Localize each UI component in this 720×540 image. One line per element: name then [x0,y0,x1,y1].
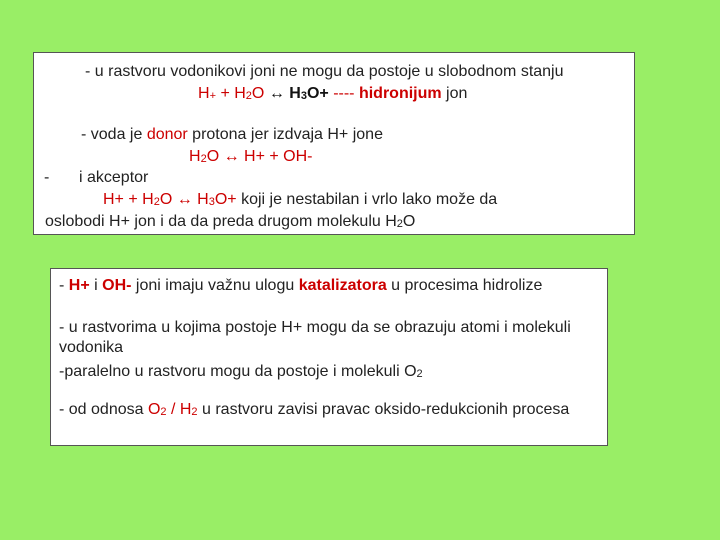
p3-sub: 2 [416,368,423,380]
eq1-tail: jon [441,85,468,102]
p4-o-sub: 2 [160,406,167,418]
eq1-dashes: ---- [328,85,359,102]
eq3-part3: O+ [214,191,237,208]
oh-minus-term: OH- [102,277,132,294]
top-text-box [33,52,635,235]
p4-o: O [147,401,161,418]
redox-paragraph [59,400,599,420]
p1-mid: joni imaju važnu ulogu [131,277,299,294]
eq1-h3o-rest: O+ [306,85,329,102]
eq1-h2o-sub: 2 [245,90,252,102]
p1-i: i [89,277,103,294]
akceptor-label: i akceptor [79,169,149,186]
dash-marker: - [44,169,50,186]
eq1-h3o-sub: 3 [300,90,307,102]
donor-pre: - voda je [81,126,147,143]
h-plus-term: H+ [68,277,90,294]
eq2-rest: H+ + OH- [244,148,313,165]
p1-dash: - [59,277,69,294]
donor-post: protona jer izdvaja H+ jone [187,126,383,143]
eq2-h: H [189,148,201,165]
eq3-part2: O ↔ H [159,191,209,208]
p4-h-sub: 2 [191,406,198,418]
hydrogen-atoms-paragraph: - u rastvorima u kojima postoje H+ mogu da se obrazuju atomi i molekuli vodonika [59,319,571,356]
eq3-sub1: 2 [153,196,160,208]
eq1-h-sign: + [209,90,216,102]
release-statement [45,212,415,232]
eq1-plus: + [216,85,235,102]
eq1-h3o-h: H [289,85,301,102]
box1-line-1 [85,62,564,82]
eq3-part1: H+ + H [103,191,154,208]
p4-end: u rastvoru zavisi pravac oksido-redukcionih procesa [197,401,570,418]
p4-pre: - od odnosa [59,401,148,418]
release-pre: oslobodi H+ jon i da da preda drugom molekulu H [45,213,397,230]
p3-pre: -paralelno u rastvoru mogu da postoje i molekuli O [59,363,417,380]
oxygen-molecules-paragraph [59,362,599,382]
release-sub: 2 [396,218,403,230]
hidronijum-term: hidronijum [358,85,442,102]
katalizatora-term: katalizatora [298,277,387,294]
bottom-text-box [50,268,608,446]
p1-end: u procesima hidrolize [386,277,543,294]
catalyst-paragraph [59,276,599,296]
eq1-arrow: ↔ [264,85,290,102]
hydronium-equation [198,84,467,104]
release-post: O [402,213,416,230]
eq3-text: koji je nestabilan i vrlo lako može da [236,191,498,208]
donor-term: donor [146,126,188,143]
eq1-h2o-o: O [251,85,265,102]
hydrogen-ions-statement: - u rastvoru vodonikovi joni ne mogu da postoje u slobodnom stanju [85,63,564,80]
hydronium-acceptor-equation [103,190,497,210]
p4-slash-h: / H [166,401,192,418]
eq2-o: O [206,148,220,165]
eq1-h2o-h: H [234,85,246,102]
donor-statement [81,125,383,145]
eq1-h: H [198,85,210,102]
water-dissociation-equation [189,147,313,167]
eq2-arrow: ↔ [219,148,245,165]
eq3-sub2: 3 [208,196,215,208]
eq2-sub: 2 [200,153,207,165]
